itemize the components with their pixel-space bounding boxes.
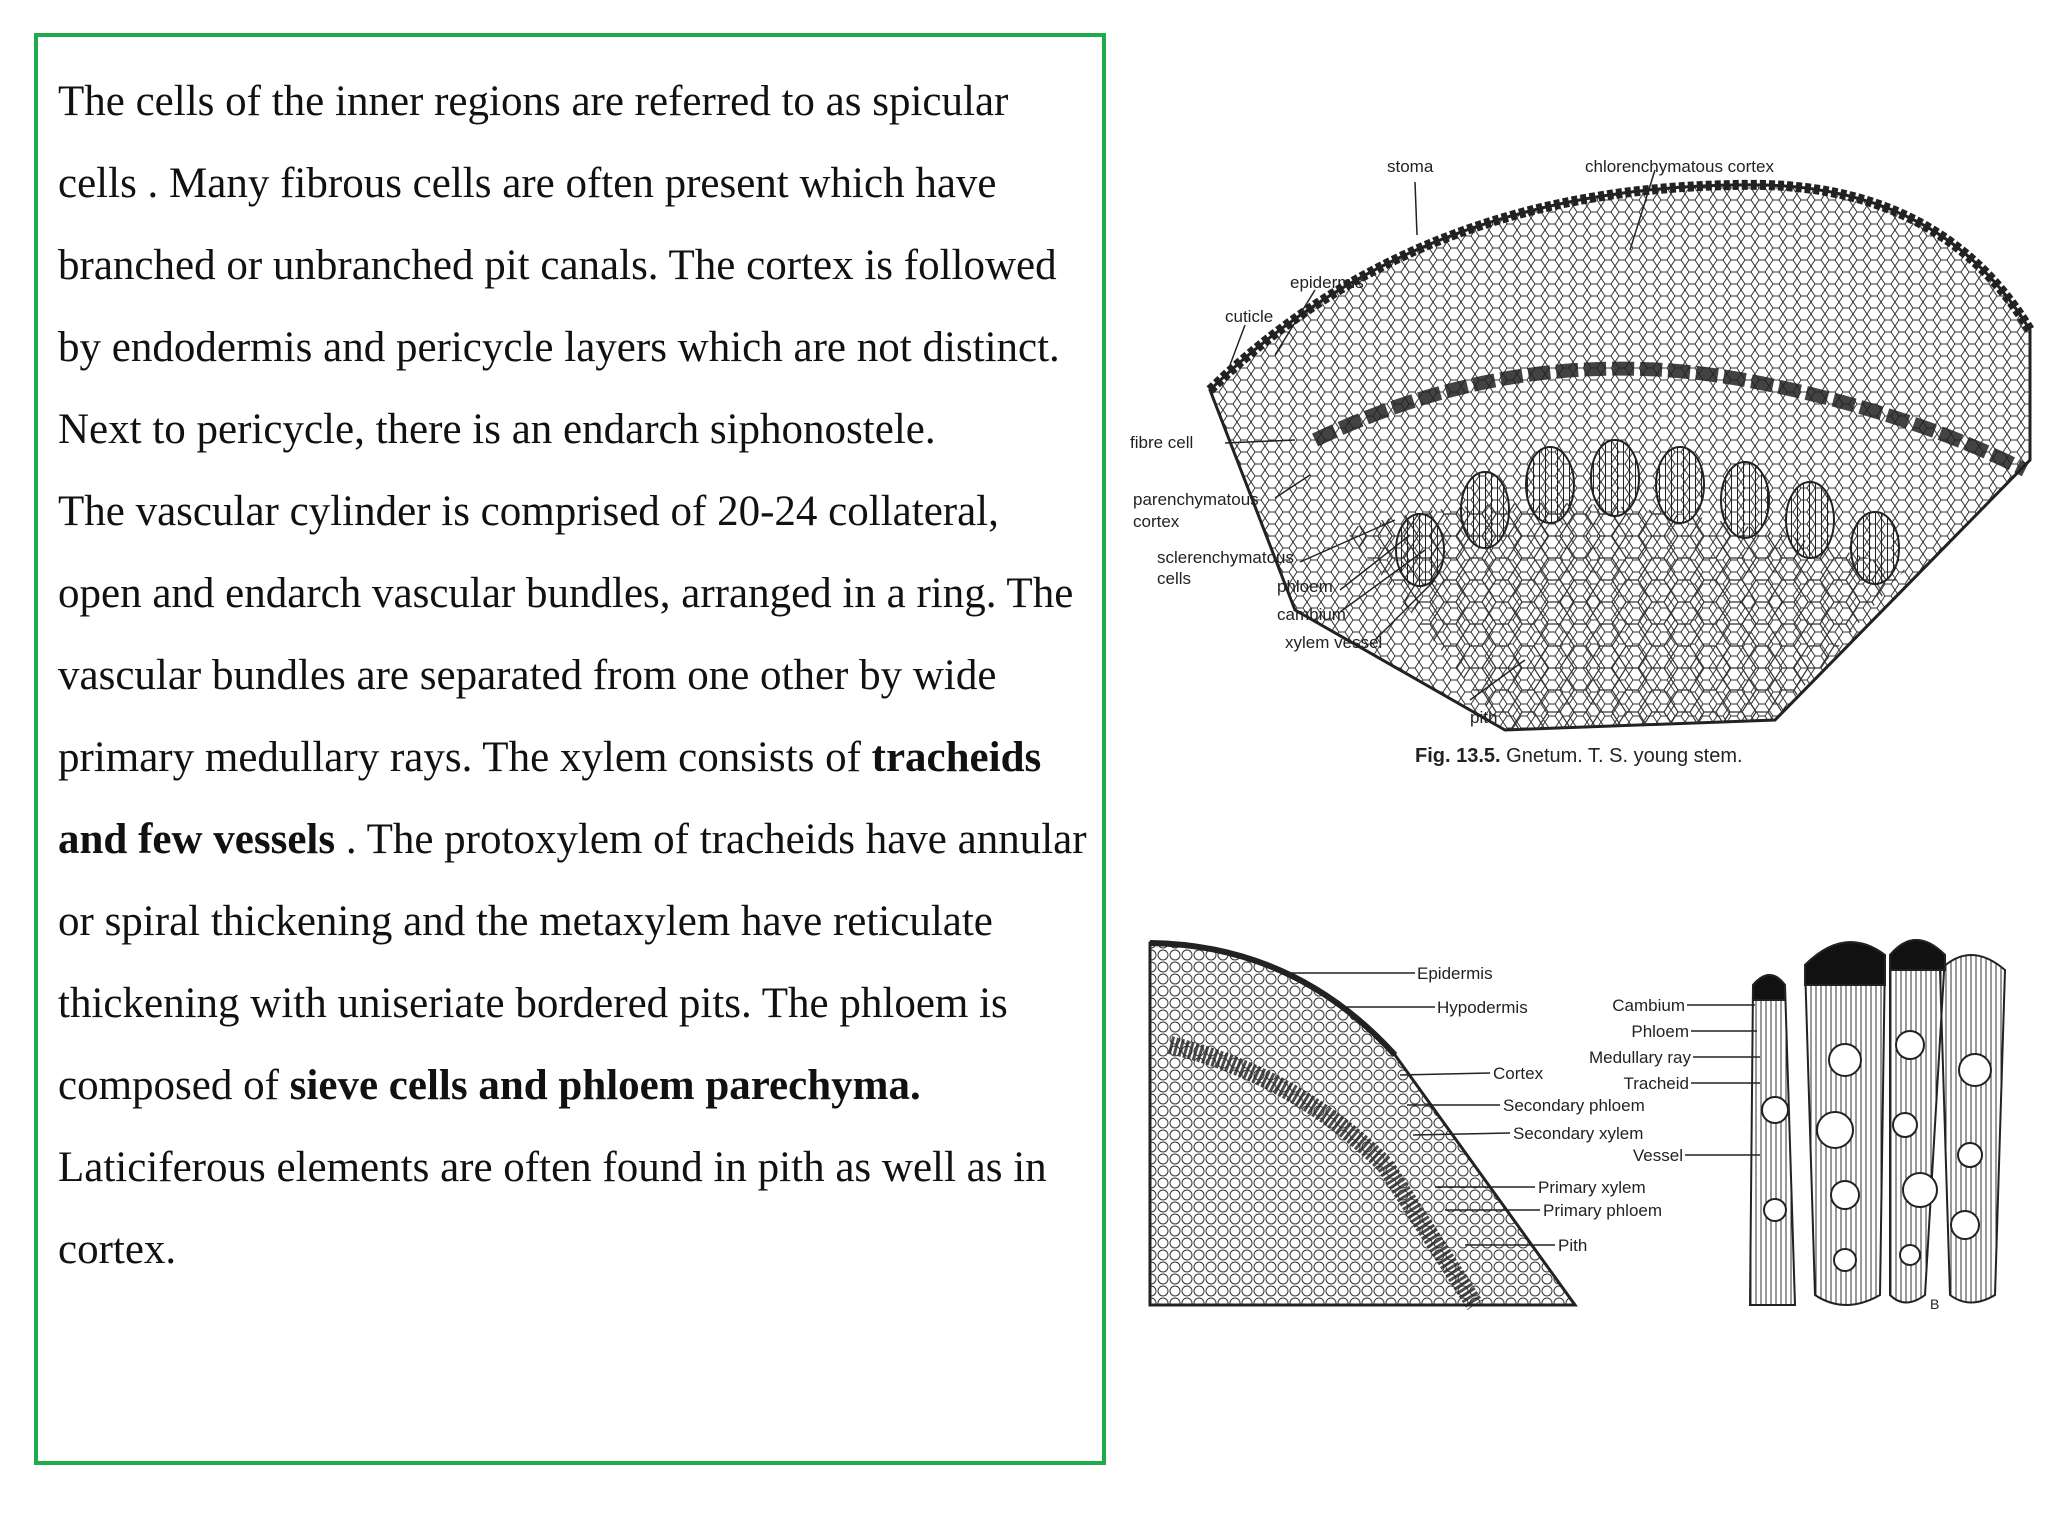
label-cambium-2: Cambium (1612, 996, 1685, 1015)
label-stoma: stoma (1387, 157, 1434, 176)
figure-gnetum-stem (1125, 140, 2035, 780)
paragraph-1: The cells of the inner regions are referred to as spicular cells . Many fibrous cells are often present which have branched or unbranched pit canals. The cortex is followed by endodermis and pericycle layers which are not distinct. Next to pericycle, there is an endarch siphonostele. (58, 78, 1060, 453)
xylem-columns (1750, 940, 2005, 1305)
bold-tracheids: tracheids and few vessels (58, 734, 1042, 863)
label-sclerenchyma-2: cells (1157, 569, 1192, 588)
label-hypodermis: Hypodermis (1437, 998, 1528, 1017)
bold-sieve-cells: sieve cells and phloem parechyma. (289, 1062, 921, 1109)
label-chlorenchyma: chlorenchymatous cortex (1585, 157, 1774, 176)
label-epidermis-2: Epidermis (1417, 964, 1493, 983)
label-xylem-vessel: xylem vessel (1285, 633, 1383, 652)
text-box (34, 33, 1106, 1465)
label-secondary-phloem: Secondary phloem (1503, 1096, 1645, 1115)
label-tracheid: Tracheid (1623, 1074, 1689, 1093)
label-vessel: Vessel (1632, 1146, 1683, 1165)
label-cambium: cambium (1277, 605, 1346, 624)
label-phloem-2: Phloem (1631, 1022, 1689, 1041)
label-secondary-xylem: Secondary xylem (1513, 1124, 1644, 1143)
figure-corner-letter: B (1930, 1296, 1940, 1310)
label-pith-2: Pith (1558, 1236, 1588, 1255)
label-medullary-ray: Medullary ray (1588, 1048, 1691, 1067)
label-parenchyma-1: parenchymatous (1133, 490, 1259, 509)
label-primary-xylem: Primary xylem (1538, 1178, 1646, 1197)
paragraph-2-middle: . The protoxylem of tracheids have annular or spiral thickening and the metaxylem have reticulate thickening with uniseriate bordered pits. The phloem is composed of (58, 816, 1087, 1109)
label-primary-phloem: Primary phloem (1543, 1201, 1663, 1220)
label-sclerenchyma-1: sclerenchymatous (1157, 548, 1295, 567)
label-phloem: phloem (1277, 577, 1333, 596)
paragraph-2-end: Laticiferous elements are often found in pith as well as in cortex. (58, 1144, 1047, 1273)
label-fibre-cell: fibre cell (1130, 433, 1194, 452)
paragraph-2-start: The vascular cylinder is comprised of 20-24 collateral, open and endarch vascular bundles, arranged in a ring. The vascular bundles are separated from one other by wide primary medullary rays. The xylem consists of (58, 488, 1074, 781)
figure-caption: Fig. 13.5. Gnetum. T. S. young stem. (1415, 745, 1743, 767)
label-cortex-2: Cortex (1493, 1064, 1544, 1083)
figure-stem-sections (1145, 925, 2025, 1310)
label-parenchyma-2: cortex (1133, 512, 1180, 531)
body-text (58, 61, 1088, 1291)
label-epidermis: epidermis (1290, 273, 1364, 292)
label-pith: pith (1470, 708, 1498, 727)
label-cuticle: cuticle (1225, 307, 1274, 326)
